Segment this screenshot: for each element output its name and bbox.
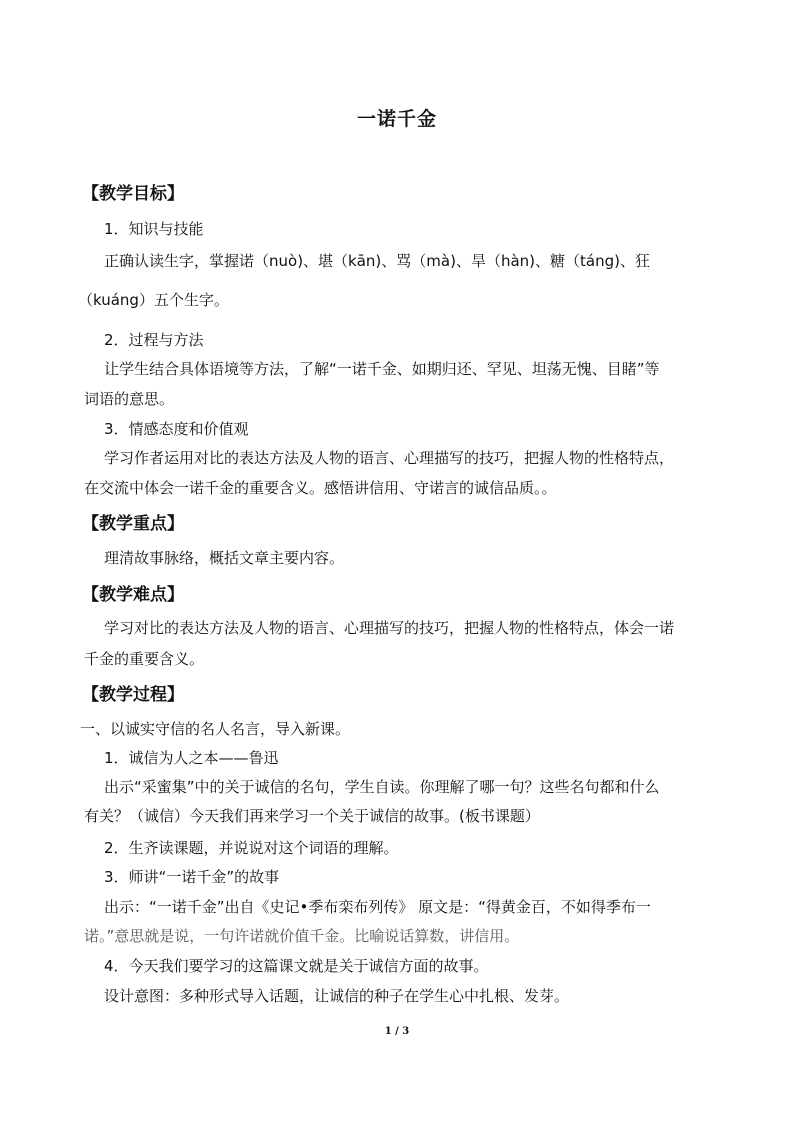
process-item3-line1: 出示：“一诺千金”出自《史记•季布栾布列传》 原文是：“得黄金百，不如得季布一: [104, 898, 651, 916]
difficulties-line1: 学习对比的表达方法及人物的语言、心理描写的技巧，把握人物的性格特点，体会一诺: [104, 619, 675, 637]
section-heading-key-points: 【教学重点】: [82, 514, 184, 534]
process-item3: 3．师讲“一诺千金”的故事: [104, 868, 280, 886]
difficulties-line2: 千金的重要含义。: [84, 650, 205, 668]
process-item3-line2: 诺。”意思就是说，一句许诺就价值千金。比喻说话算数，讲信用。: [84, 927, 520, 945]
process-intro: 一、以诚实守信的名人名言，导入新课。: [80, 720, 351, 738]
goals-process-line1: 让学生结合具体语境等方法，了解“一诺千金、如期归还、罕见、坦荡无愧、目睹”等: [104, 360, 660, 378]
section-heading-process: 【教学过程】: [82, 685, 184, 705]
goals-emotion-line1: 学习作者运用对比的表达方法及人物的语言、心理描写的技巧，把握人物的性格特点，: [104, 449, 675, 467]
process-design-intent: 设计意图：多种形式导入话题，让诚信的种子在学生心中扎根、发芽。: [104, 987, 570, 1005]
key-points-line1: 理清故事脉络，概括文章主要内容。: [104, 549, 345, 567]
goals-knowledge-label: 1．知识与技能: [104, 220, 204, 238]
goals-process-label: 2．过程与方法: [104, 331, 204, 349]
goals-knowledge-line1: 正确认读生字，掌握诺（nuò)、堪（kān)、骂（mà)、旱（hàn)、糖（táng)、狂: [104, 252, 650, 270]
section-heading-goals: 【教学目标】: [82, 184, 184, 204]
goals-process-line2: 词语的意思。: [84, 390, 175, 408]
section-heading-difficulties: 【教学难点】: [82, 585, 184, 605]
process-item1-line1: 出示“采蜜集”中的关于诚信的名句，学生自读。你理解了哪一句？这些名句都和什么: [104, 778, 660, 796]
process-item2: 2．生齐读课题，并说说对这个词语的理解。: [104, 839, 399, 857]
process-item1-line2: 有关？（诚信）今天我们再来学习一个关于诚信的故事。(板书课题）: [84, 807, 540, 825]
process-item1: 1．诚信为人之本——鲁迅: [104, 749, 279, 767]
process-item4: 4．今天我们要学习的这篇课文就是关于诚信方面的故事。: [104, 957, 489, 975]
document-title: 一诺千金: [356, 108, 437, 130]
goals-emotion-label: 3．情感态度和价值观: [104, 420, 249, 438]
goals-knowledge-line2: （kuáng）五个生字。: [78, 291, 229, 309]
goals-emotion-line2: 在交流中体会一诺千金的重要含义。感悟讲信用、守诺言的诚信品质。。: [84, 479, 557, 497]
page-number: 1 / 3: [384, 1026, 410, 1037]
